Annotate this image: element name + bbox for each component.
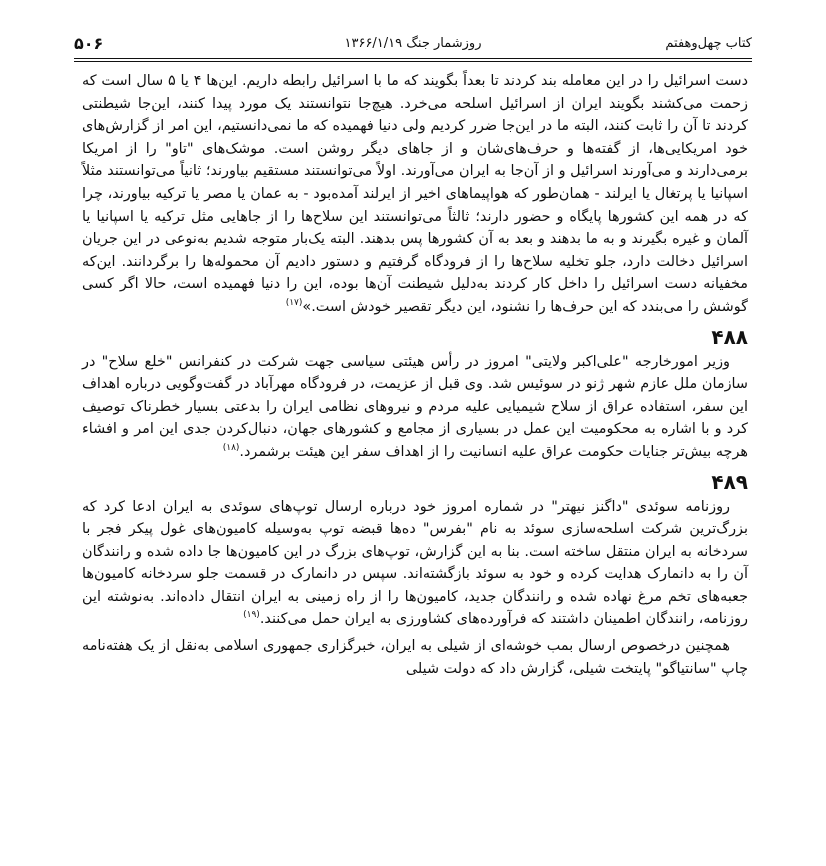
- book-title: کتاب چهل‌وهفتم: [665, 36, 752, 51]
- entry-number: ۴۸۹: [711, 469, 748, 494]
- paragraph-text: روزنامه سوئدی "داگنز نیهتر" در شماره امروز خود درباره ارسال توپ‌های سوئدی به ایران ادعا کرد که بزرگ‌ترین شرکت اسلحه‌سازی سوئد به نام "بفرس" ده‌ها قبضه توپ به‌وسیله کامیون‌های غول پیکر فجر با سردخانه به ایران منتقل ساخته است. بنا به این گزارش، توپ‌های بزرگ در این کامیون‌ها جا داده شده و رانندگان آن را به دانمارک هدایت کرده و خود به سوئد بازگشته‌اند. سپس در دانمارک در قسمت جلو سردخانه کامیون‌ها جعبه‌های تخم مرغ نهاده شده و رانندگان جدید، کامیون‌ها را از راه زمینی به ایران انتقال داده‌اند. به‌نوشته این روزنامه، رانندگان اطمینان داشتند که فرآورده‌های کشاورزی به ایران حمل می‌کنند.: [82, 498, 748, 628]
- footnote-marker: (۱۹): [243, 610, 260, 621]
- entry-paragraph: [82, 496, 748, 632]
- running-title: روزشمار جنگ ۱۳۶۶/۱/۱۹: [344, 36, 482, 51]
- page-number: ۵۰۶: [74, 34, 104, 53]
- entry-paragraph-continued: [82, 635, 748, 680]
- paragraph-text: وزیر امورخارجه "علی‌اکبر ولایتی" امروز در رأس هیئتی سیاسی جهت شرکت در کنفرانس "خلع سلاح" در سازمان ملل عازم شهر ژنو در سوئیس شد. وی قبل از عزیمت، در فرودگاه مهرآباد در گفت‌وگویی درباره اهداف این سفر، استفاده عراق از سلاح شیمیایی علیه مردم و نیروهای نظامی ایران را بدعتی بسیار خطرناک توصیف کرد و با اشاره به محکومیت این عمل در بسیاری از مجامع و کشورهای جهان، دنبال‌کردن جدی این امر و افشاء هرچه بیش‌تر جنایات حکومت عراق علیه انسانیت را از اهداف سفر این هیئت برشمرد.: [82, 353, 748, 460]
- footnote-marker: (۱۷): [285, 298, 303, 309]
- entry-number: ۴۸۸: [711, 324, 748, 349]
- page-header: [74, 34, 752, 56]
- header-rule-bottom: [74, 61, 752, 62]
- header-rule-top: [74, 58, 752, 59]
- paragraph-text: همچنین درخصوص ارسال بمب خوشه‌ای از شیلی به ایران، خبرگزاری جمهوری اسلامی به‌نقل از یک هفته‌نامه چاپ "سانتیاگو" پایتخت شیلی، گزارش داد که دولت شیلی: [82, 638, 748, 677]
- footnote-marker: (۱۸): [222, 443, 240, 454]
- entry-paragraph: [82, 351, 748, 464]
- paragraph-text: دست اسرائیل را در این معامله بند کردند تا بعداً بگویند که ما با اسرائیل رابطه داریم. این‌ها ۴ یا ۵ سال است که زحمت می‌کشند بگویند ایران از اسرائیل اسلحه می‌خرد. هیچ‌جا نتوانستند یک مورد پیدا کنند، این‌جا شیطنتی کردند تا آن را ثابت کنند، البته ما در این‌جا ضرر کردیم ولی دنیا فهمیده که ما نمی‌دانستیم، این امر از گزارش‌های خود امریکایی‌ها، از گفته‌ها و حرف‌های‌شان و از جاهای دیگر روشن است. موشک‌های "تاو" را از امریکا برمی‌دارند و می‌آورند اسرائیل و از آن‌جا به ایران می‌آورند. اولاً می‌توانستند مستقیم بیاورند؛ ثانیاً می‌توانستند مثلاً اسپانیا یا پرتغال یا ایرلند - همان‌طور که هواپیماهای اخیر از ایرلند آمده‌بود - به عمان یا مصر یا ترکیه بیاورند، چرا که در همه این کشورها پایگاه و حضور دارند؛ ثالثاً می‌توانستند این سلاح‌ها را از جاهایی مثل ترکیه یا اسپانیا یا آلمان و غیره بگیرند و به ما بدهند و بعد به آن کشورها پس بدهند. البته یک‌بار متوجه شدیم به‌نوعی در این جریان اسرائیل دخالت دارد، جلو تخلیه سلاح‌ها را از فرودگاه گرفتیم و دستور دادیم آن محموله‌ها را برگردانند. این‌که مخفیانه دست اسرائیل را داخل کار کردند به‌دلیل شیطنت آن‌ها بوده، این را دنیا فهمیده است، حالا اگر کسی گوشش را می‌بندد که این حرف‌ها را نشنود، این دیگر تقصیر خودش است.»: [82, 73, 748, 315]
- continued-paragraph: [82, 70, 748, 319]
- page-body: [82, 70, 748, 680]
